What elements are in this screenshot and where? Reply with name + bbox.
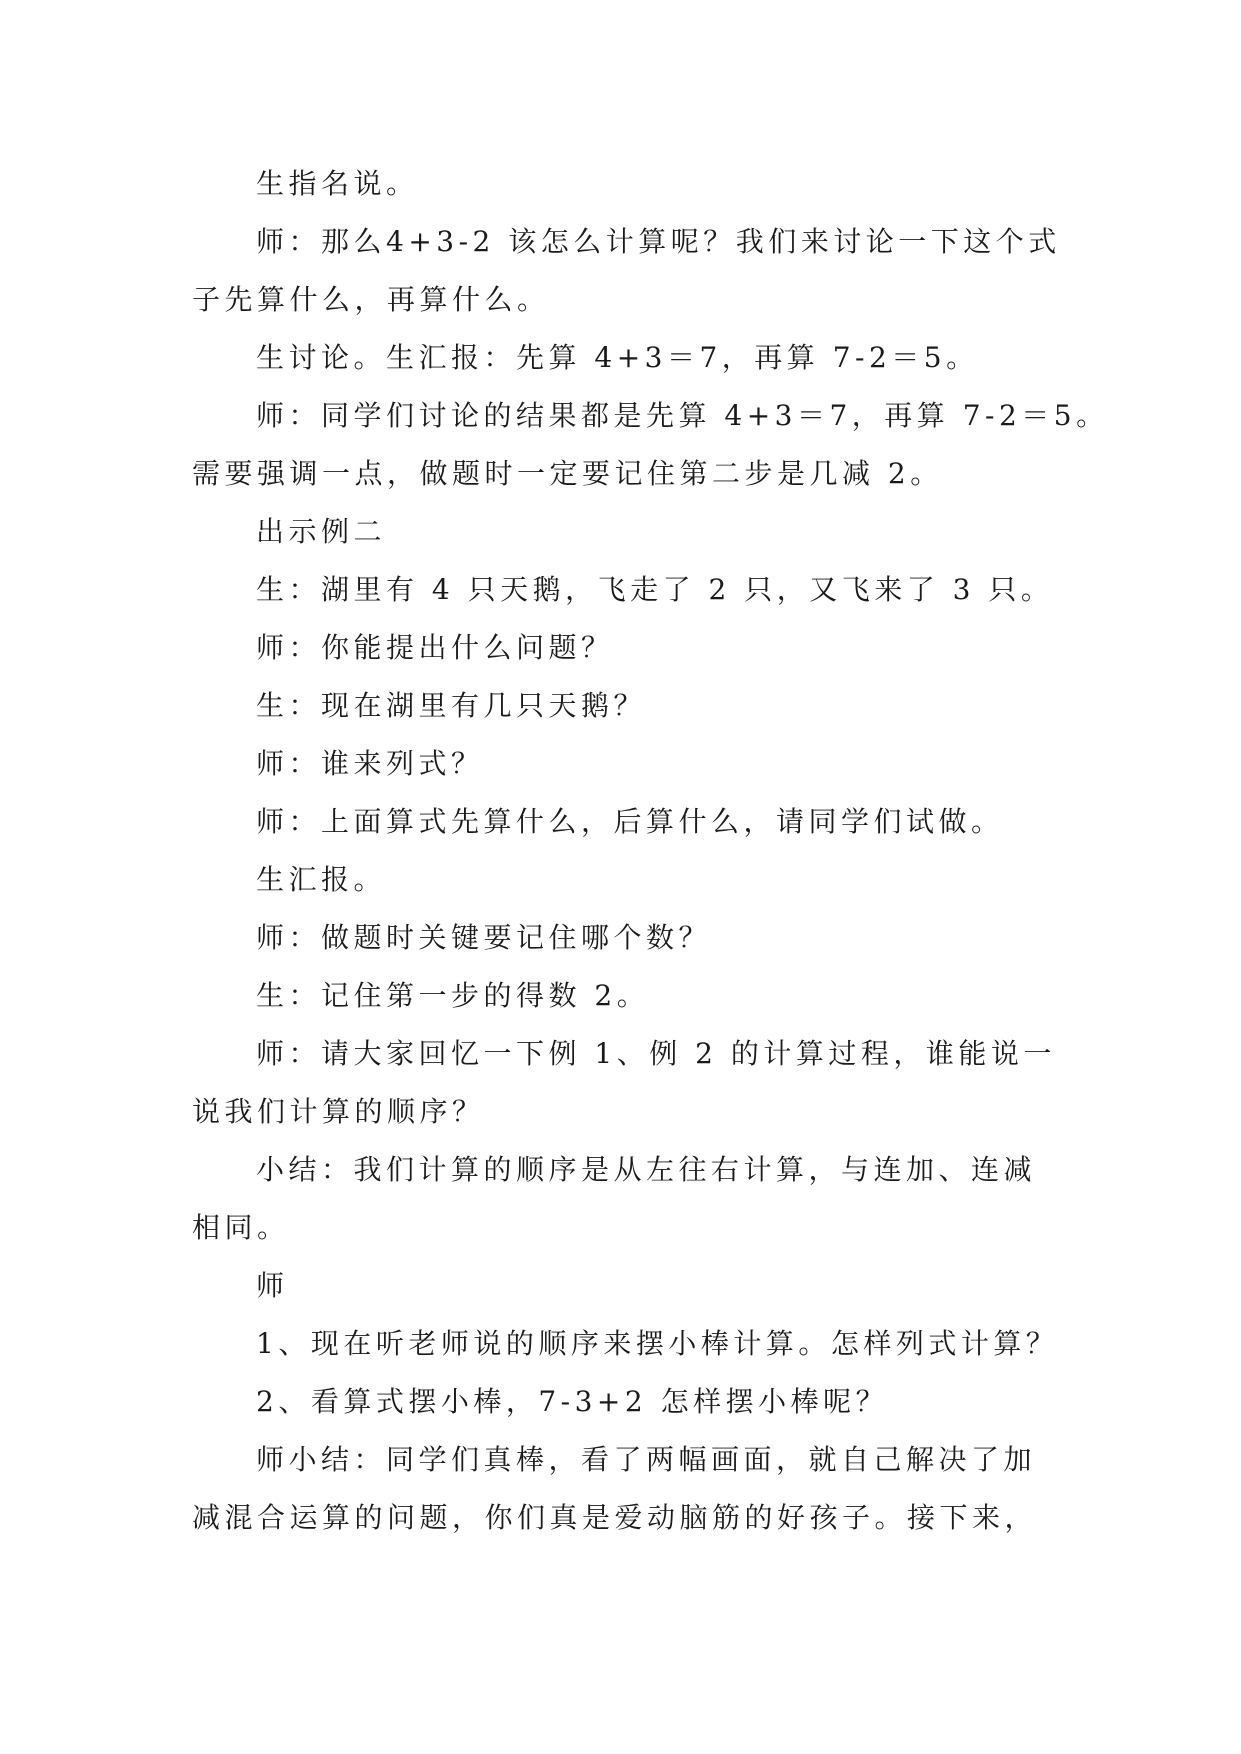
text-line: 师：上面算式先算什么，后算什么，请同学们试做。 — [256, 805, 1004, 838]
text-line: 师小结：同学们真棒，看了两幅画面，就自己解决了加 — [256, 1443, 1037, 1476]
text-line: 师：谁来列式？ — [256, 747, 484, 780]
text-line: 师：同学们讨论的结果都是先算 4+3＝7，再算 7-2＝5。 — [256, 399, 1109, 432]
text-line: 生汇报。 — [256, 863, 387, 896]
text-line: 子先算什么，再算什么。 — [192, 283, 550, 316]
text-line: 说我们计算的顺序？ — [192, 1095, 485, 1128]
text-line: 小结：我们计算的顺序是从左往右计算，与连加、连减 — [256, 1153, 1037, 1186]
text-line: 出示例二 — [256, 515, 387, 548]
text-line: 师：你能提出什么问题？ — [256, 631, 614, 664]
text-line: 1、现在听老师说的顺序来摆小棒计算。怎样列式计算？ — [256, 1327, 1059, 1360]
text-line: 师：那么4+3-2 该怎么计算呢？我们来讨论一下这个式 — [256, 225, 1061, 258]
text-line: 减混合运算的问题，你们真是爱动脑筋的好孩子。接下来， — [192, 1501, 1038, 1534]
text-line: 相同。 — [192, 1211, 290, 1244]
text-line: 生：记住第一步的得数 2。 — [256, 979, 650, 1012]
text-line: 生指名说。 — [256, 167, 419, 200]
text-line: 生讨论。生汇报：先算 4+3＝7，再算 7-2＝5。 — [256, 341, 979, 374]
text-line: 师 — [256, 1269, 289, 1302]
text-line: 需要强调一点，做题时一定要记住第二步是几减 2。 — [192, 457, 943, 490]
text-line: 师：做题时关键要记住哪个数？ — [256, 921, 712, 954]
text-line: 2、看算式摆小棒，7-3+2 怎样摆小棒呢？ — [256, 1385, 889, 1418]
text-line: 生：湖里有 4 只天鹅，飞走了 2 只，又飞来了 3 只。 — [256, 573, 1054, 606]
text-line: 师：请大家回忆一下例 1、例 2 的计算过程，谁能说一 — [256, 1037, 1056, 1070]
text-line: 生：现在湖里有几只天鹅？ — [256, 689, 647, 722]
